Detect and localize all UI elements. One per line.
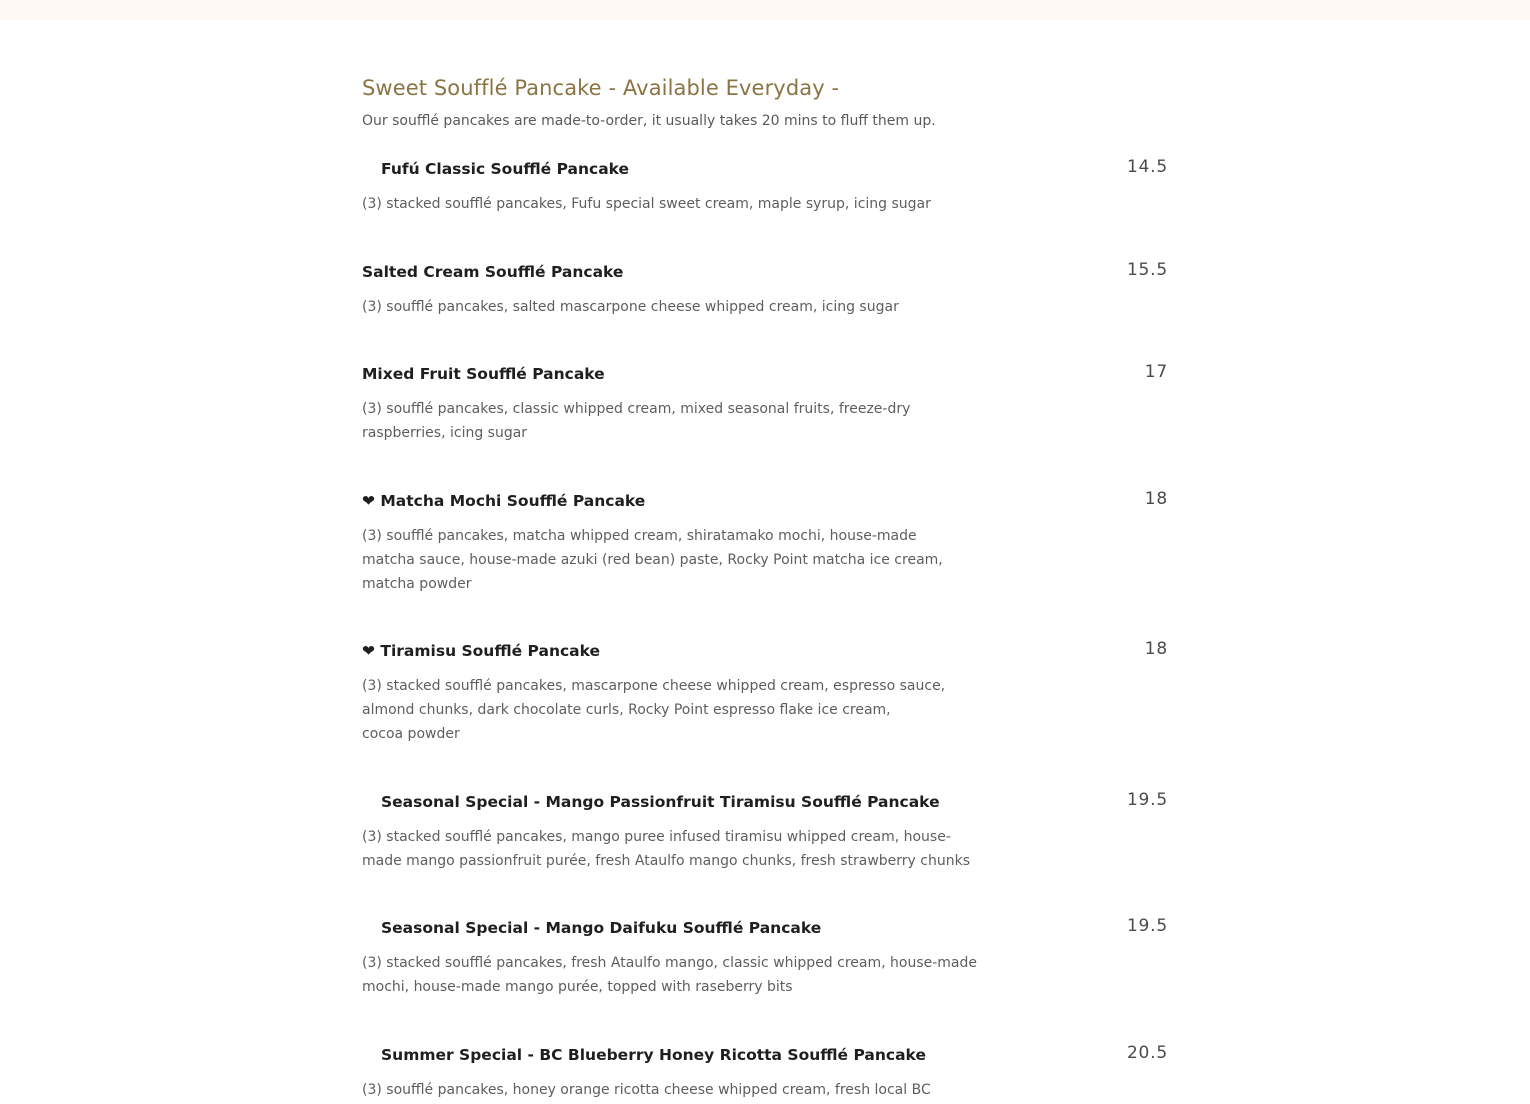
- menu-item-description-line: (3) stacked soufflé pancakes, Fufu special sweet cream, maple syrup, icing sugar: [362, 196, 931, 212]
- menu-item-name: Mixed Fruit Soufflé Pancake: [362, 365, 605, 383]
- section-subtitle: Our soufflé pancakes are made-to-order, it usually takes 20 mins to fluff them up.: [362, 113, 936, 129]
- menu-item-description: [362, 295, 962, 319]
- menu-item-description-line: (3) stacked soufflé pancakes, fresh Ataulfo mango, classic whipped cream, house-made: [362, 955, 978, 971]
- menu-item-description-line: (3) soufflé pancakes, classic whipped cream, mixed seasonal fruits, freeze-dry: [362, 401, 911, 417]
- menu-item-price: 20.5: [1126, 1043, 1168, 1063]
- menu-item-description-line: (3) stacked soufflé pancakes, mascarpone cheese whipped cream, espresso sauce,: [362, 678, 946, 694]
- section-title: Sweet Soufflé Pancake - Available Everyday -: [362, 76, 840, 100]
- menu-item-price: 14.5: [1126, 157, 1168, 177]
- menu-item-name: Seasonal Special - Mango Daifuku Soufflé Pancake: [381, 919, 822, 937]
- menu-item-description: [362, 192, 962, 216]
- menu-item-price: 18: [1144, 489, 1168, 509]
- menu-item-name: Fufú Classic Soufflé Pancake: [381, 160, 630, 178]
- menu-item-name: ❤ Tiramisu Soufflé Pancake: [362, 642, 601, 660]
- menu-item-description: [362, 674, 962, 746]
- menu-item-description-line: matcha powder: [362, 576, 472, 592]
- top-strip: [0, 0, 1530, 20]
- menu-item-description-line: (3) stacked soufflé pancakes, mango puree infused tiramisu whipped cream, house-: [362, 829, 951, 845]
- menu-item-price: 15.5: [1126, 260, 1168, 280]
- menu-item-price: 19.5: [1126, 916, 1168, 936]
- menu-item-description-line: cocoa powder: [362, 726, 460, 742]
- menu-item-name: Salted Cream Soufflé Pancake: [362, 263, 624, 281]
- menu-item-name: Summer Special - BC Blueberry Honey Ricotta Soufflé Pancake: [381, 1046, 926, 1064]
- menu-item-description-line: raspberries, icing sugar: [362, 425, 528, 441]
- menu-item-description: [362, 524, 962, 596]
- menu-item-description-line: almond chunks, dark chocolate curls, Rocky Point espresso flake ice cream,: [362, 702, 891, 718]
- menu-item-description-line: (3) soufflé pancakes, matcha whipped cream, shiratamako mochi, house-made: [362, 528, 917, 544]
- menu-item-name: Seasonal Special - Mango Passionfruit Tiramisu Soufflé Pancake: [381, 793, 940, 811]
- menu-item-description-line: mochi, house-made mango purée, topped with raseberry bits: [362, 979, 793, 995]
- menu-item-price: 17: [1144, 362, 1168, 382]
- menu-item-description: [362, 951, 978, 999]
- menu-item-description-line: (3) soufflé pancakes, salted mascarpone cheese whipped cream, icing sugar: [362, 299, 899, 315]
- menu-item-description-line: made mango passionfruit purée, fresh Ataulfo mango chunks, fresh strawberry chunks: [362, 853, 970, 869]
- menu-item-description: [362, 825, 970, 873]
- menu-item-description: [362, 397, 962, 445]
- menu-item-description-line: (3) soufflé pancakes, honey orange ricotta cheese whipped cream, fresh local BC: [362, 1082, 931, 1098]
- menu-item-description: [362, 1078, 962, 1102]
- menu-item-price: 19.5: [1126, 790, 1168, 810]
- menu-item-description-line: matcha sauce, house-made azuki (red bean) paste, Rocky Point matcha ice cream,: [362, 552, 943, 568]
- menu-item-price: 18: [1144, 639, 1168, 659]
- menu-item-name: ❤ Matcha Mochi Soufflé Pancake: [362, 492, 646, 510]
